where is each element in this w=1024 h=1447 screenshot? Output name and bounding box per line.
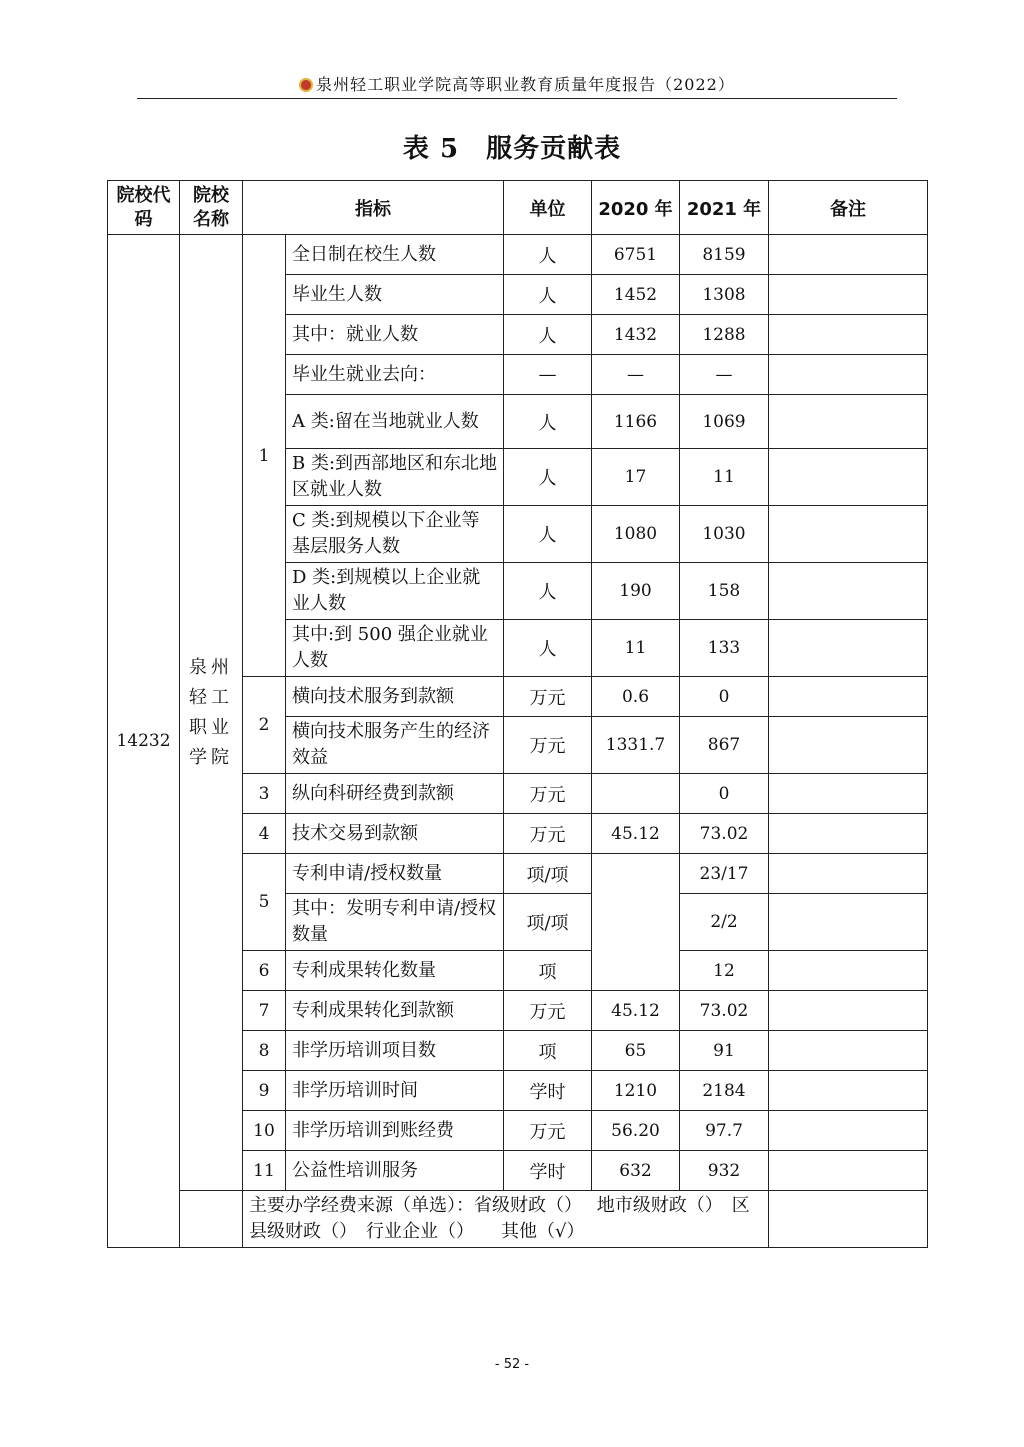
note-cell — [769, 275, 928, 315]
value-2021: 1030 — [680, 506, 769, 563]
unit-cell: 人 — [504, 275, 592, 315]
value-2021: 867 — [680, 717, 769, 774]
value-2020: 1210 — [592, 1071, 680, 1111]
note-cell — [769, 854, 928, 894]
note-cell — [769, 991, 928, 1031]
page-number: - 52 - — [494, 1357, 530, 1372]
note-cell — [769, 620, 928, 677]
unit-cell: 人 — [504, 315, 592, 355]
value-2020: 65 — [592, 1031, 680, 1071]
value-2020: — — [592, 355, 680, 395]
unit-cell: 人 — [504, 395, 592, 449]
value-2021: 2/2 — [680, 894, 769, 951]
value-2020: 1331.7 — [592, 717, 680, 774]
value-2021: 11 — [680, 449, 769, 506]
unit-cell: 项 — [504, 951, 592, 991]
note-cell — [769, 1071, 928, 1111]
note-cell — [769, 449, 928, 506]
service-contribution-table — [107, 180, 928, 1248]
indicator-label: 横向技术服务产生的经济效益 — [286, 717, 504, 774]
note-cell — [769, 677, 928, 717]
value-2020-merged — [592, 854, 680, 991]
note-cell — [769, 1111, 928, 1151]
value-2020: 56.20 — [592, 1111, 680, 1151]
group-number: 2 — [243, 677, 286, 774]
col-indicator: 指标 — [243, 181, 504, 235]
group-number: 1 — [243, 235, 286, 677]
indicator-label: A 类:留在当地就业人数 — [286, 395, 504, 449]
unit-cell: 项/项 — [504, 894, 592, 951]
unit-cell: 项/项 — [504, 854, 592, 894]
funding-row — [108, 1191, 928, 1248]
note-cell — [769, 717, 928, 774]
indicator-label: 专利申请/授权数量 — [286, 854, 504, 894]
value-2020: 1166 — [592, 395, 680, 449]
unit-cell: 万元 — [504, 717, 592, 774]
value-2020: 1432 — [592, 315, 680, 355]
unit-cell: 万元 — [504, 991, 592, 1031]
value-2021: — — [680, 355, 769, 395]
indicator-label: 毕业生人数 — [286, 275, 504, 315]
group-number: 10 — [243, 1111, 286, 1151]
indicator-label: 专利成果转化到款额 — [286, 991, 504, 1031]
group-number: 3 — [243, 774, 286, 814]
value-2021: 158 — [680, 563, 769, 620]
school-name-cell-tail — [180, 1191, 243, 1248]
indicator-label: 公益性培训服务 — [286, 1151, 504, 1191]
note-cell — [769, 395, 928, 449]
note-cell — [769, 315, 928, 355]
note-cell — [769, 951, 928, 991]
col-2020: 2020 年 — [592, 181, 680, 235]
unit-cell: 万元 — [504, 1111, 592, 1151]
school-code-cell: 14232 — [108, 235, 180, 1248]
unit-cell: 万元 — [504, 774, 592, 814]
value-2020: 6751 — [592, 235, 680, 275]
value-2021: 91 — [680, 1031, 769, 1071]
page-header — [137, 72, 897, 98]
value-2021: 1069 — [680, 395, 769, 449]
group-number: 8 — [243, 1031, 286, 1071]
value-2021: 73.02 — [680, 814, 769, 854]
indicator-label: 技术交易到款额 — [286, 814, 504, 854]
note-cell — [769, 774, 928, 814]
value-2020: 17 — [592, 449, 680, 506]
indicator-label: 非学历培训项目数 — [286, 1031, 504, 1071]
col-note: 备注 — [769, 181, 928, 235]
value-2021: 73.02 — [680, 991, 769, 1031]
value-2020: 45.12 — [592, 814, 680, 854]
unit-cell: 人 — [504, 449, 592, 506]
group-number: 9 — [243, 1071, 286, 1111]
value-2021: 1308 — [680, 275, 769, 315]
header-text: 泉州轻工职业学院高等职业教育质量年度报告（2022） — [316, 75, 735, 94]
note-cell — [769, 506, 928, 563]
unit-cell: 学时 — [504, 1071, 592, 1111]
unit-cell: — — [504, 355, 592, 395]
value-2020: 11 — [592, 620, 680, 677]
value-2021: 133 — [680, 620, 769, 677]
indicator-label: B 类:到西部地区和东北地区就业人数 — [286, 449, 504, 506]
header-divider — [137, 98, 897, 99]
unit-cell: 项 — [504, 1031, 592, 1071]
unit-cell: 人 — [504, 235, 592, 275]
note-cell — [769, 235, 928, 275]
note-cell — [769, 1151, 928, 1191]
indicator-label: 横向技术服务到款额 — [286, 677, 504, 717]
school-seal-icon — [299, 78, 313, 92]
value-2020: 45.12 — [592, 991, 680, 1031]
value-2021: 12 — [680, 951, 769, 991]
note-cell — [769, 355, 928, 395]
indicator-label: D 类:到规模以上企业就业人数 — [286, 563, 504, 620]
value-2021: 2184 — [680, 1071, 769, 1111]
unit-cell: 人 — [504, 506, 592, 563]
note-cell — [769, 1191, 928, 1248]
indicator-label: 非学历培训到账经费 — [286, 1111, 504, 1151]
funding-source-text: 主要办学经费来源（单选）：省级财政（） 地市级财政（） 区县级财政（） 行业企业（） 其他（√） — [243, 1191, 769, 1248]
note-cell — [769, 814, 928, 854]
table-row — [108, 235, 928, 275]
indicator-label: 其中:到 500 强企业就业人数 — [286, 620, 504, 677]
unit-cell: 万元 — [504, 814, 592, 854]
header-row — [108, 181, 928, 235]
value-2021: 23/17 — [680, 854, 769, 894]
value-2020: 0.6 — [592, 677, 680, 717]
value-2020: 1452 — [592, 275, 680, 315]
unit-cell: 万元 — [504, 677, 592, 717]
indicator-label: 其中：发明专利申请/授权数量 — [286, 894, 504, 951]
indicator-label: 其中：就业人数 — [286, 315, 504, 355]
col-school-code: 院校代码 — [108, 181, 180, 235]
table-title: 表 5 服务贡献表 — [402, 134, 622, 164]
note-cell — [769, 894, 928, 951]
value-2020: 632 — [592, 1151, 680, 1191]
group-number: 7 — [243, 991, 286, 1031]
unit-cell: 人 — [504, 620, 592, 677]
group-number: 6 — [243, 951, 286, 991]
value-2021: 0 — [680, 677, 769, 717]
indicator-label: 毕业生就业去向： — [286, 355, 504, 395]
value-2021: 0 — [680, 774, 769, 814]
unit-cell: 学时 — [504, 1151, 592, 1191]
col-school-name: 院校名称 — [180, 181, 243, 235]
value-2020: 190 — [592, 563, 680, 620]
value-2020 — [592, 774, 680, 814]
indicator-label: 全日制在校生人数 — [286, 235, 504, 275]
indicator-label: 专利成果转化数量 — [286, 951, 504, 991]
indicator-label: 非学历培训时间 — [286, 1071, 504, 1111]
indicator-label: C 类:到规模以下企业等基层服务人数 — [286, 506, 504, 563]
value-2021: 97.7 — [680, 1111, 769, 1151]
group-number: 4 — [243, 814, 286, 854]
value-2021: 932 — [680, 1151, 769, 1191]
note-cell — [769, 1031, 928, 1071]
value-2021: 8159 — [680, 235, 769, 275]
school-name-cell: 泉州轻工职业学院 — [180, 235, 243, 1191]
unit-cell: 人 — [504, 563, 592, 620]
group-number: 5 — [243, 854, 286, 951]
indicator-label: 纵向科研经费到款额 — [286, 774, 504, 814]
col-unit: 单位 — [504, 181, 592, 235]
col-2021: 2021 年 — [680, 181, 769, 235]
note-cell — [769, 563, 928, 620]
group-number: 11 — [243, 1151, 286, 1191]
value-2020: 1080 — [592, 506, 680, 563]
value-2021: 1288 — [680, 315, 769, 355]
